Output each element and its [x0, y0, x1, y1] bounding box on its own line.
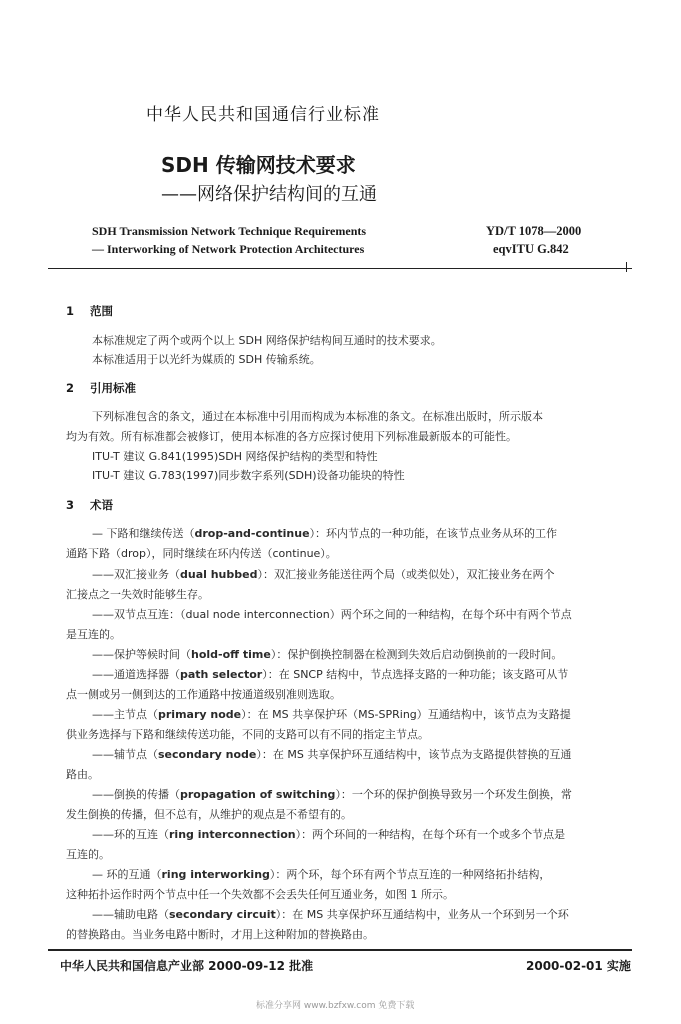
term-dual-hubbed — [92, 566, 554, 582]
term-primary-node-cont: 供业务选择与下路和继续传送功能，不同的支路可以有不同的指定主节点。 — [66, 728, 429, 741]
approval-line: 中华人民共和国信息产业部 2000-09-12 批准 — [60, 959, 314, 973]
term-name: path selector — [180, 668, 263, 681]
term-ring-interconnection — [92, 826, 565, 842]
term-drop-and-continue — [92, 525, 557, 541]
term-secondary-circuit-cont: 的替换路由。当业务电路中断时，才用上这种附加的替换路由。 — [66, 928, 374, 941]
section-title: 引用标准 — [90, 381, 136, 395]
margin-tick — [626, 262, 627, 272]
section-2-heading — [66, 380, 136, 396]
section-number: 1 — [66, 304, 75, 318]
header-rule — [48, 268, 632, 269]
standard-number: YD/T 1078—2000 — [486, 224, 582, 238]
title-cn-line1: SDH 传输网技术要求 — [161, 153, 356, 177]
term-name: primary node — [158, 708, 242, 721]
term-prefix: ——倒换的传播（ — [92, 788, 180, 801]
section-title: 术语 — [90, 498, 113, 512]
effective-date: 2000-02-01 实施 — [526, 959, 631, 973]
term-name: secondary node — [158, 748, 257, 761]
term-ring-interworking — [92, 866, 550, 882]
term-dual-hubbed-cont: 汇接点之一失效时能够生存。 — [66, 588, 209, 601]
term-secondary-circuit — [92, 906, 569, 922]
term-path-selector — [92, 666, 568, 682]
term-path-selector-cont: 点一侧或另一侧到达的工作通路中按通道级别准则选取。 — [66, 688, 341, 701]
reference-item-1: ITU-T 建议 G.841(1995)SDH 网络保护结构的类型和特性 — [92, 450, 378, 463]
watermark: 标准分享网 www.bzfxw.com 免费下载 — [256, 1001, 415, 1011]
term-prefix: — 环的互通（ — [92, 868, 162, 881]
term-definition: ）：一个环的保护倒换导致另一个环发生倒换，常 — [335, 788, 572, 801]
references-line-1: 下列标准包含的条文，通过在本标准中引用而构成为本标准的条文。在标准出版时，所示版本 — [92, 410, 543, 423]
section-3-heading — [66, 497, 113, 513]
term-prefix: ——主节点（ — [92, 708, 158, 721]
term-secondary-node — [92, 746, 571, 762]
term-name: drop-and-continue — [194, 527, 310, 540]
title-en-line2: — Interworking of Network Protection Architectures — [92, 242, 365, 256]
term-name: dual hubbed — [180, 568, 258, 581]
term-propagation-of-switching-cont: 发生倒换的传播，但不总有，从维护的观点是不希望有的。 — [66, 808, 352, 821]
term-prefix: ——通道选择器（ — [92, 668, 180, 681]
term-secondary-node-cont: 路由。 — [66, 768, 99, 781]
term-definition: ）：双汇接业务能送往两个局（或类似处），双汇接业务在两个 — [257, 568, 555, 581]
title-cn-line2: ——网络保护结构间的互通 — [161, 184, 377, 205]
term-name: hold-off time — [191, 648, 271, 661]
term-definition: ）：保护倒换控制器在检测到失效后启动倒换前的一段时间。 — [270, 648, 563, 661]
term-dual-node-interconnection: ——双节点互连：（dual node interconnection）两个环之间的一种结构，在每个环中有两个节点 — [92, 608, 572, 621]
term-ring-interworking-cont: 这种拓扑运作时两个节点中任一个失效都不会丢失任何互通业务，如图 1 所示。 — [66, 888, 454, 901]
term-definition: ）：两个环间的一种结构，在每个环有一个或多个节点是 — [295, 828, 566, 841]
term-prefix: ——辅助电路（ — [92, 908, 169, 921]
section-number: 2 — [66, 381, 75, 395]
equivalence: eqvITU G.842 — [493, 242, 569, 256]
term-name: ring interconnection — [169, 828, 296, 841]
term-prefix: ——双汇接业务（ — [92, 568, 180, 581]
section-1-heading — [66, 303, 113, 319]
references-line-2: 均为有效。所有标准都会被修订，使用本标准的各方应探讨使用下列标准最新版本的可能性。 — [66, 430, 517, 443]
term-definition: ）：环内节点的一种功能，在该节点业务从环的工作 — [309, 527, 558, 540]
term-ring-interconnection-cont: 互连的。 — [66, 848, 110, 861]
term-prefix: ——辅节点（ — [92, 748, 158, 761]
term-definition: ）：两个环，每个环有两个节点互连的一种网络拓扑结构， — [269, 868, 551, 881]
section-number: 3 — [66, 498, 75, 512]
term-dual-node-interconnection-cont: 是互连的。 — [66, 628, 121, 641]
reference-item-2: ITU-T 建议 G.783(1997)同步数字系列(SDH)设备功能块的特性 — [92, 469, 405, 482]
term-definition: ）：在 SNCP 结构中，节点选择支路的一种功能；该支路可从节 — [262, 668, 569, 681]
term-definition: ）：在 MS 共享保护环互通结构中，业务从一个环到另一个环 — [275, 908, 569, 921]
term-prefix: ——环的互连（ — [92, 828, 169, 841]
title-en-line1: SDH Transmission Network Technique Requirements — [92, 224, 367, 238]
scope-paragraph-2: 本标准适用于以光纤为媒质的 SDH 传输系统。 — [92, 353, 321, 366]
section-title: 范围 — [90, 304, 113, 318]
term-prefix: — 下路和继续传送（ — [92, 527, 195, 540]
term-propagation-of-switching — [92, 786, 572, 802]
term-hold-off-time — [92, 646, 562, 662]
term-definition: ）：在 MS 共享保护环（MS-SPRing）互通结构中，该节点为支路提 — [241, 708, 571, 721]
term-definition: ）：在 MS 共享保护环互通结构中，该节点为支路提供替换的互通 — [256, 748, 572, 761]
footer-rule — [48, 949, 632, 951]
scope-paragraph-1: 本标准规定了两个或两个以上 SDH 网络保护结构间互通时的技术要求。 — [92, 334, 442, 347]
term-primary-node — [92, 706, 571, 722]
term-name: ring interworking — [161, 868, 270, 881]
issuing-org: 中华人民共和国通信行业标准 — [146, 105, 380, 125]
term-drop-and-continue-cont: 通路下路（drop），同时继续在环内传送（continue）。 — [66, 547, 337, 560]
term-name: secondary circuit — [169, 908, 276, 921]
term-name: propagation of switching — [180, 788, 336, 801]
term-prefix: ——保护等候时间（ — [92, 648, 191, 661]
